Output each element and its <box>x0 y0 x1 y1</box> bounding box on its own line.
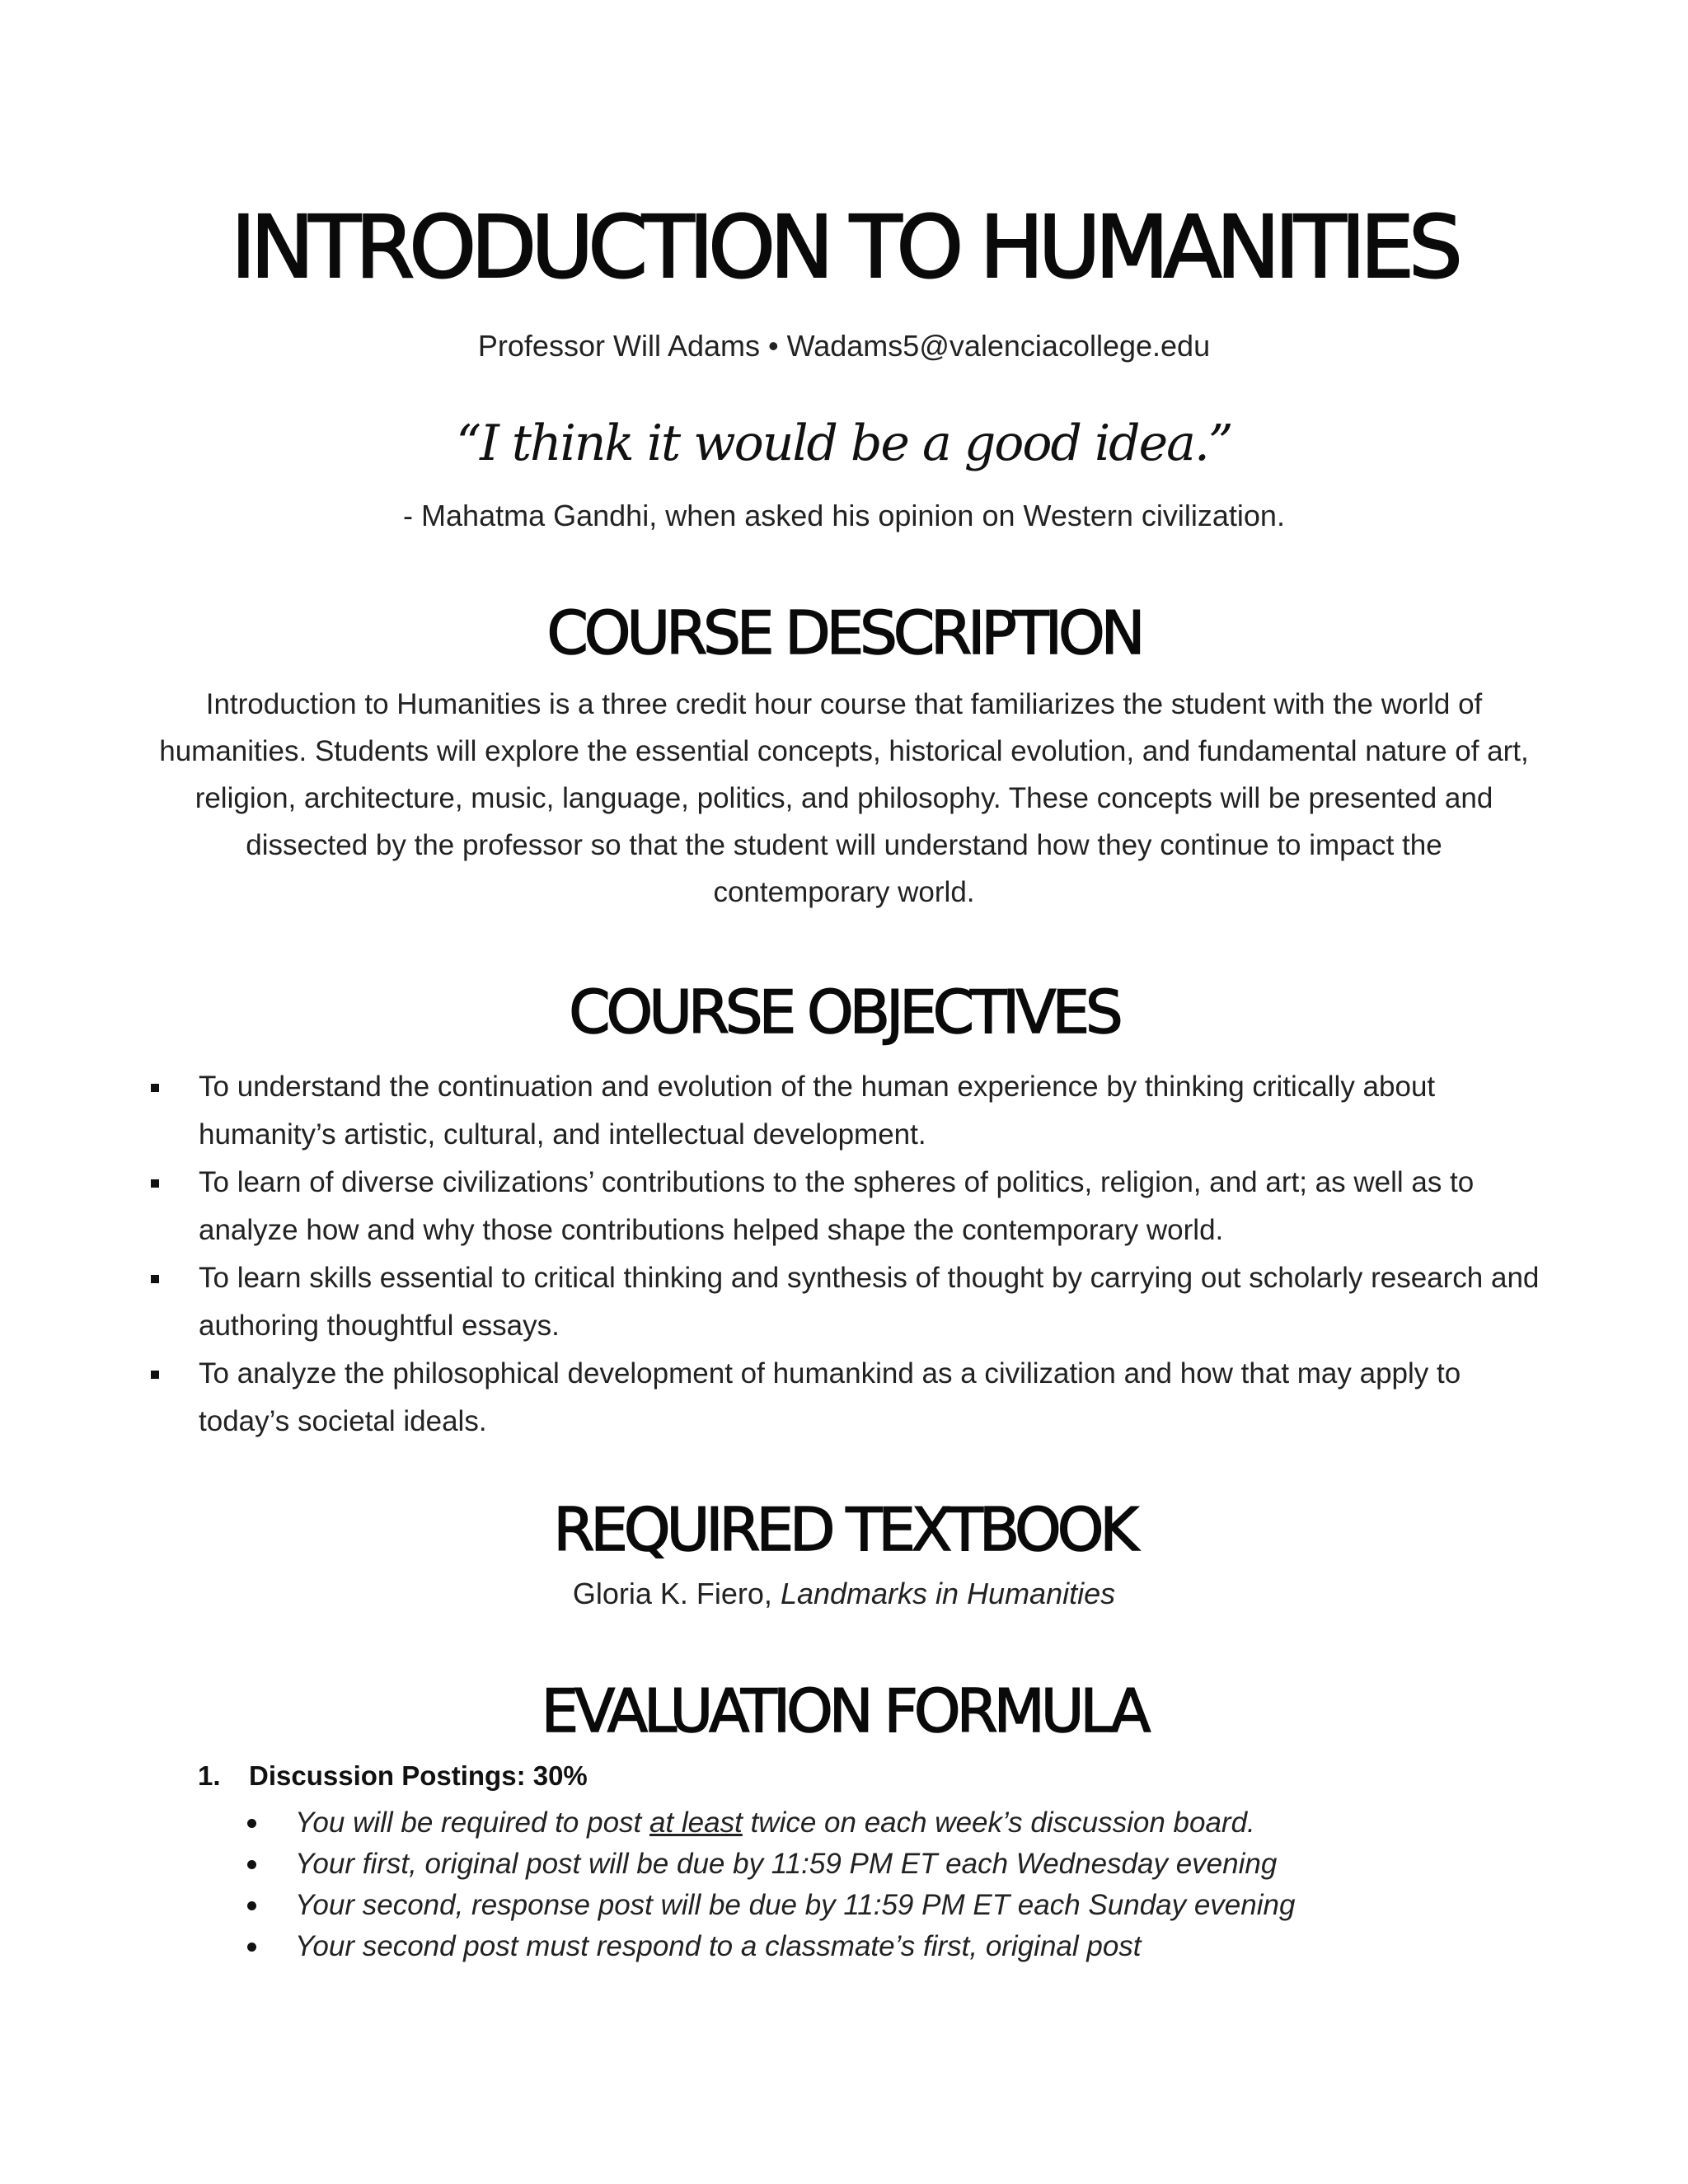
professor-contact: Professor Will Adams • Wadams5@valenciacollege.edu <box>477 329 1211 363</box>
square-bullet-icon <box>151 1371 159 1379</box>
requirement-text <box>295 1807 1255 1839</box>
list-item <box>151 1063 1544 1159</box>
list-item <box>151 1254 1544 1350</box>
textbook-citation <box>0 1579 1688 1609</box>
objective-text: To understand the continuation and evolution of the human experience by thinking critically about humanity’s artistic, cultural, and intellectual development. <box>199 1071 1436 1151</box>
list-item <box>247 1802 1295 1844</box>
emphasis-underline: at least <box>649 1807 743 1839</box>
round-bullet-icon <box>247 1943 256 1952</box>
objective-text: To learn of diverse civilizations’ contributions to the spheres of politics, religion, and art; as well as to analyze how and why those contributions helped shape the contemporary world. <box>199 1166 1475 1246</box>
course-description-heading: COURSE DESCRIPTION <box>546 598 1142 668</box>
requirement-text-end: twice on each week’s discussion board. <box>742 1807 1255 1839</box>
list-item <box>247 1844 1295 1885</box>
document-title: INTRODUCTION TO HUMANITIES <box>231 197 1457 298</box>
requirement-text: Your second, response post will be due by 11:59 PM ET each Sunday evening <box>295 1889 1296 1921</box>
objective-text: To learn skills essential to critical thinking and synthesis of thought by carrying out scholarly research and authoring thoughtful essays. <box>199 1262 1540 1342</box>
textbook-author: Gloria K. Fiero, <box>572 1577 781 1610</box>
square-bullet-icon <box>151 1275 159 1283</box>
objectives-list <box>151 1063 1544 1446</box>
round-bullet-icon <box>247 1901 256 1910</box>
list-item <box>151 1159 1544 1254</box>
quote-attribution: - Mahatma Gandhi, when asked his opinion on Western civilization. <box>403 499 1285 532</box>
evaluation-formula-heading: EVALUATION FORMULA <box>541 1676 1147 1746</box>
objective-text: To analyze the philosophical development of humankind as a civilization and how that may apply to today’s societal ideals. <box>199 1357 1461 1437</box>
course-description-text: Introduction to Humanities is a three credit hour course that familiarizes the student with the world of humanities. Students will explore the essential concepts, historical evolution, and fundamental nature of art, religion, architecture, music, language, politics, and philosophy. These concepts will be presented and dissected by the professor so that the student will understand how they continue to impact the contemporary world. <box>159 688 1529 908</box>
requirement-text: Your second post must respond to a classmate’s first, original post <box>295 1930 1142 1962</box>
evaluation-item <box>198 1762 588 1789</box>
course-objectives-heading: COURSE OBJECTIVES <box>569 977 1119 1047</box>
epigraph-quote: “I think it would be a good idea.” <box>456 415 1232 472</box>
list-item <box>247 1885 1295 1926</box>
square-bullet-icon <box>151 1179 159 1188</box>
requirement-text-start: You will be required to post <box>295 1807 649 1839</box>
list-item <box>151 1350 1544 1446</box>
round-bullet-icon <box>247 1860 256 1869</box>
required-textbook-heading: REQUIRED TEXTBOOK <box>553 1495 1135 1564</box>
square-bullet-icon <box>151 1084 159 1092</box>
list-item <box>247 1926 1295 1967</box>
round-bullet-icon <box>247 1819 256 1828</box>
evaluation-item-label: Discussion Postings: 30% <box>249 1760 588 1791</box>
discussion-requirements-list <box>247 1802 1295 1967</box>
requirement-text: Your first, original post will be due by 11:59 PM ET each Wednesday evening <box>295 1848 1278 1880</box>
evaluation-item-number: 1. <box>198 1760 221 1791</box>
textbook-title: Landmarks in Humanities <box>780 1577 1116 1610</box>
